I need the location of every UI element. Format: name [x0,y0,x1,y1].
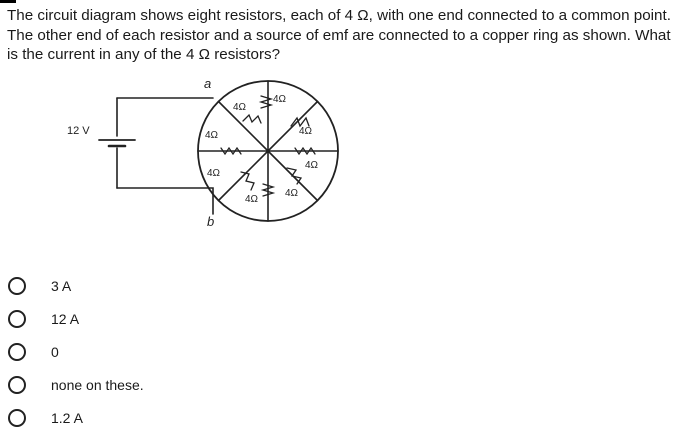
resistor-label-2: 4Ω [273,94,287,105]
resistor-zigzag-4 [287,168,301,184]
option-2[interactable] [0,307,300,335]
option-label: 12 A [51,311,80,327]
resistor-zigzag-1 [261,96,271,108]
top-edge-mark [0,0,16,3]
option-5[interactable] [0,406,300,434]
option-1[interactable] [0,274,300,302]
resistor-label-8: 4Ω [207,168,221,179]
radio-button[interactable] [8,310,26,328]
radio-button[interactable] [8,277,26,295]
option-label: 3 A [51,278,72,294]
radio-button[interactable] [8,409,26,427]
battery-label: 12 V [67,125,90,137]
resistor-label-6: 4Ω [245,194,259,205]
option-3[interactable] [0,340,300,368]
node-b-label: b [207,214,215,229]
resistor-zigzag-6 [241,172,254,190]
option-4[interactable] [0,373,300,401]
radio-button[interactable] [8,376,26,394]
circuit-diagram [55,76,355,236]
resistor-label-3: 4Ω [299,126,313,137]
spoke-6 [219,151,269,201]
wire-bottom [117,188,213,214]
resistor-zigzag-8 [243,115,261,123]
option-label: 1.2 A [51,410,83,426]
resistor-label-4: 4Ω [305,160,319,171]
radio-button[interactable] [8,343,26,361]
question-text: The circuit diagram shows eight resistors, each of 4 Ω, with one end connected to a common point. The other end of each resistor and a source of emf are connected to a copper ring as shown. What is the current in any of the 4 Ω resistors? [7,7,671,63]
option-label: 0 [51,344,59,360]
resistor-label-1: 4Ω [233,102,247,113]
center-junction [266,149,270,153]
resistor-label-7: 4Ω [205,130,219,141]
resistor-label-5: 4Ω [285,188,299,199]
node-a-label: a [204,76,212,91]
option-label: none on these. [51,377,144,393]
